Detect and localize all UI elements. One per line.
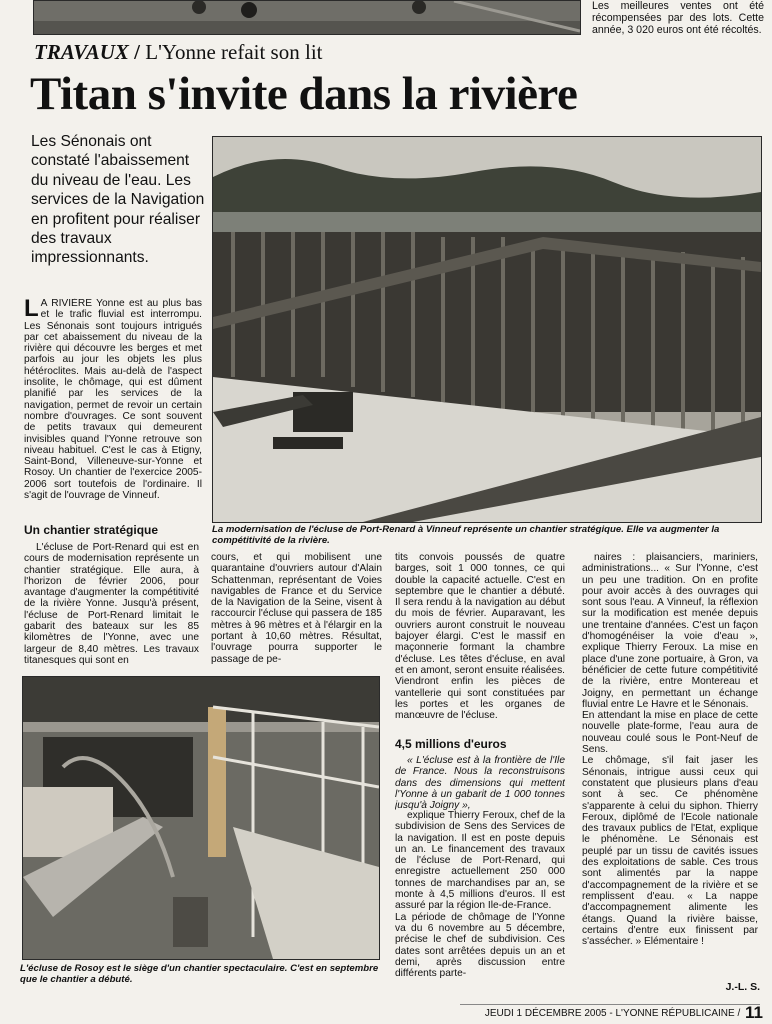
col3-quote: « L'écluse est à la frontière de l'Ile de France. Nous la reconstruisons dans des dimensions qui mettent l'Yonne à un gabarit de 1 000 tonnes jusqu'à Joigny », [395,755,565,811]
page-number: 11 [745,1003,763,1022]
col3-body: tits convois poussés de quatre barges, soit 1 000 tonnes, ce qui double la capacité actuelle. C'est en septembre que le chantier a débuté. Il sera rendu à la navigation au début du mois de février. Auparavant, les ouvriers auront construit le nouveau bajoyer élargi. C'est le massif en maçonnerie formant la chambre d'écluse. Les têtes d'écluse, en aval et en amont, seront ensuite réalisées. Viendront enfin les pièces de vantellerie qui sont constituées par les portes et les organes de manœuvre de l'écluse. [395,552,565,722]
top-right-text: Les meilleures ventes ont été récompensées par des lots. Cette année, 3 020 euros ont été récoltés. [592,0,764,36]
footer [455,1004,763,1023]
headline: Titan s'invite dans la rivière [30,68,578,120]
footer-date: JEUDI 1 DÉCEMBRE 2005 [484,1008,607,1019]
second-photo-rosoy-lock [22,676,380,960]
signature: J.-L. S. [725,981,760,993]
kicker [34,40,574,64]
subhead-strategic-site: Un chantier stratégique [24,523,159,537]
col1-body: L'écluse de Port-Renard qui est en cours de modernisation représente un chantier stratégique. Elle aura, à l'horizon de février 2006, pour avantage d'augmenter la compétitivité de la rivière Yonne. Jusqu'à présent, l'écluse de Port-Renard limitait le gabarit des bateaux sur les 85 kilomètres de l'Yonne, avec une largeur de 8,40 mètres. Les travaux titanesques qui sont en [24,542,199,666]
footer-paper: L'YONNE RÉPUBLICAINE [615,1008,735,1019]
top-photo-strip [33,0,581,35]
second-photo-caption: L'écluse de Rosoy est le siège d'un chantier spectaculaire. C'est en septembre que le chantier a débuté. [20,963,379,985]
col3-rest: explique Thierry Feroux, chef de la subdivision de Sens des Services de la navigation. Il est en poste depuis un an. Le financement des travaux de l'écluse de Port-Renard, qui enregistre actuellement 250 000 tonnes de marchandises par an, se monte à 4,5 millions d'euros. Il est assuré par la région Ile-de-France. La période de chômage de l'Yonne va du 6 novembre au 5 décembre, précise le chef de subdivision. Ces dates sont arrêtées depuis un an et demi, après discussion entre différents parte- [395,810,565,980]
col4-body: naires : plaisanciers, mariniers, administrations... « Sur l'Yonne, c'est un peu une tradition. On en profite pour avoir accès à des ouvrages qui sont sous l'eau. A Vinneuf, la réflexion sur la modification est menée depuis une trentaine d'années. C'est un façon d'homogénéiser la voie d'eau », explique Thierry Feroux. La mise en place d'une zone portuaire, à Gron, va bénéficier de cette future compétitivité de la rivière, entre Montereau et Joigny, en permettant un échange fluvial entre Le Havre et le Sénonais. En attendant la mise en place de cette nouvelle plate-forme, l'eau aura de nouveau coulé sous le Pont-Neuf de Sens. Le chômage, s'il fait jaser les Sénonais, intrigue aussi ceux qui constatent que plusieurs plans d'eau sont à sec. Ce phénomène s'apparente à celui du siphon. Thierry Feroux, diplômé de l'Ecole nationale des travaux publics de l'Etat, explique le phénomène. Le Sénonais est peuplé par un tissu de cavités issues des exploitations de sable. Ces trous sont alimentés par la nappe d'accompagnement de la rivière et se remplissent d'eau. « La nappe d'accompagnement alimente les étangs. Quand la rivière baisse, certains d'entre eux finissent par s'assécher. » Elémentaire ! [582,552,758,948]
chapo: Les Sénonais ont constaté l'abaissement du niveau de l'eau. Les services de la Navigation en profitent pour réaliser des travaux impressionnants. [31,133,205,267]
dropcap: L [24,298,39,322]
footer-separator: - [606,1008,616,1019]
kicker-topic: L'Yonne refait son lit [145,40,323,64]
kicker-rubric: TRAVAUX [34,40,129,64]
subhead-millions: 4,5 millions d'euros [395,737,507,751]
main-photo-caption: La modernisation de l'écluse de Port-Renard à Vinneuf représente un chantier stratégique. Elle va augmenter la compétitivité de la rivière. [212,524,720,546]
footer-slash: / [734,1008,744,1019]
lead-text: A RIVIÈRE Yonne est au plus bas et le trafic fluvial est interrompu. Les Sénonais sont toujours intrigués par cet abaissement du niveau de la rivière qui découvre les berges et met parfois au jour les objets les plus hétéroclites. Mais au-delà de l'aspect insolite, le chômage, qui est dûment planifié par les services de la navigation, permet de revoir un certain nombre d'ouvrages. Ce sont souvent de petits travaux qui demeurent invisibles quand l'Yonne retrouve son niveau habituel. C'est le cas à Etigny, Saint-Bond, Villeneuve-sur-Yonne et Rosoy. Un chantier de l'exercice 2005-2006 sort toutefois de l'ordinaire. Il s'agit de l'ouvrage de Vinneuf. [24,298,202,502]
lead-paragraph [24,298,202,520]
kicker-separator: / [128,40,146,64]
col2-body: cours, et qui mobilisent une quarantaine d'ouvriers autour d'Alain Schattenman, représentant de Voies navigables de France et du Service de la Navigation de la Seine, visent à raccourcir l'écluse qui passera de 185 mètres à 96 mètres et à l'élargir en la portant à 10,60 mètres. Résultat, l'ouvrage pourra supporter le passage de pe- [211,552,382,665]
main-photo-port-renard-lock [212,136,762,523]
